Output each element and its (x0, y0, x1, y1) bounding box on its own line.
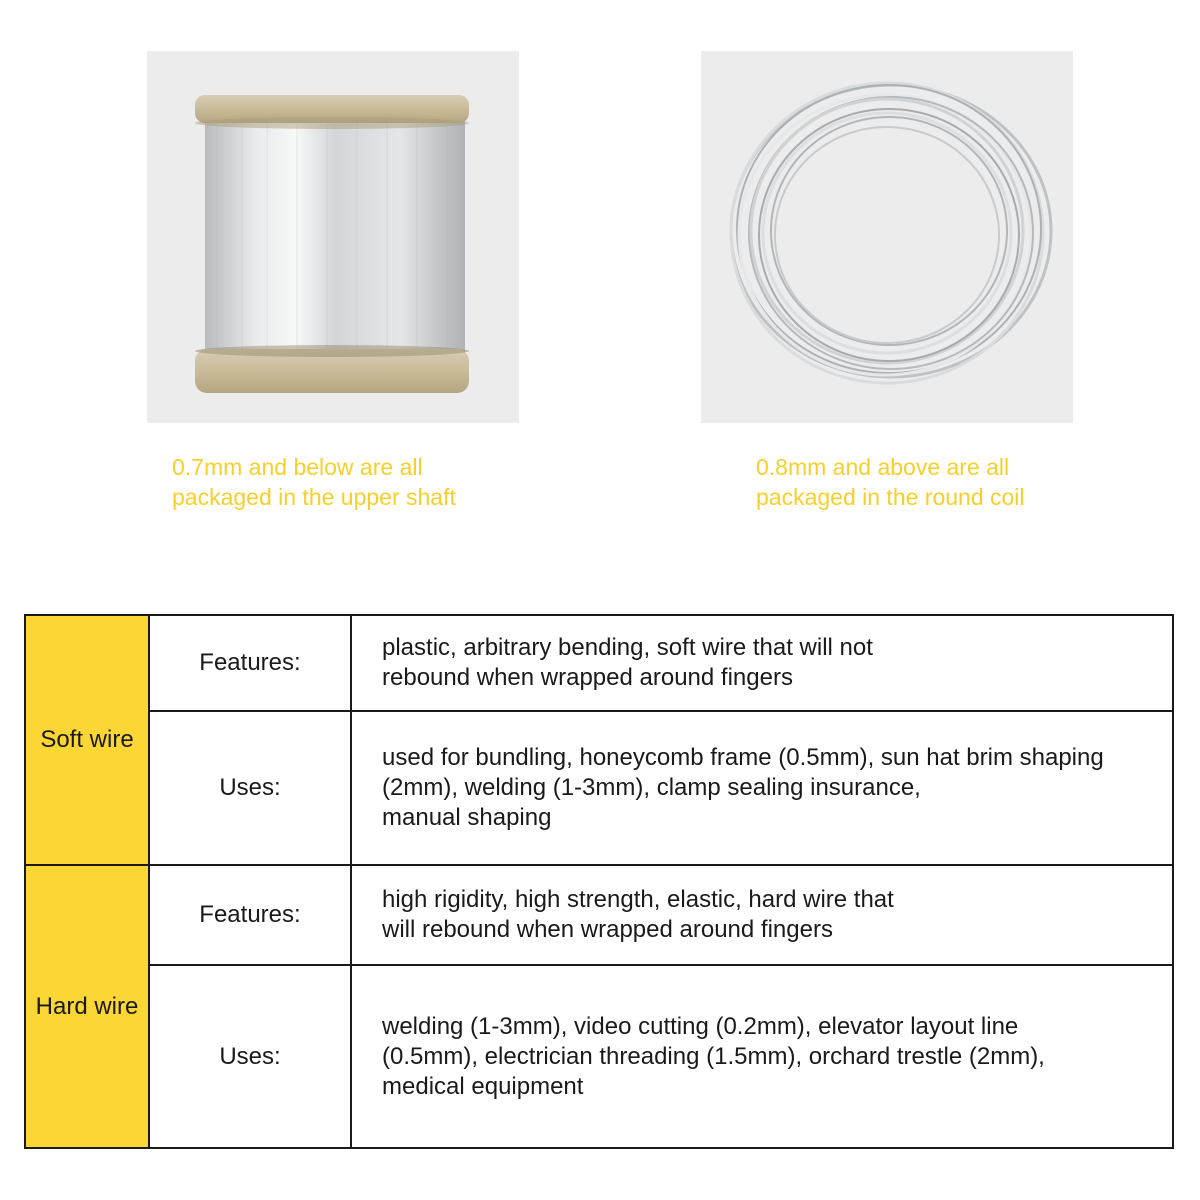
hard-uses-cell (351, 965, 1173, 1148)
wire-coil-illustration (701, 51, 1073, 423)
text-line: plastic, arbitrary bending, soft wire that will not (382, 634, 873, 661)
caption-line: packaged in the upper shaft (172, 484, 456, 510)
hard-features-cell (351, 865, 1173, 965)
caption-line: 0.8mm and above are all (756, 454, 1010, 480)
text-line: (0.5mm), electrician threading (1.5mm), orchard trestle (2mm), (382, 1042, 1045, 1070)
text-line: welding (1-3mm), video cutting (0.2mm), elevator layout line (382, 1012, 1019, 1040)
text-line: (2mm), welding (1-3mm), clamp sealing insurance, (382, 774, 921, 801)
features-label: Features: (149, 615, 351, 711)
caption-line: 0.7mm and below are all (172, 454, 423, 480)
text-line: manual shaping (382, 804, 552, 831)
wire-specs-table (24, 614, 1174, 1149)
category-hard-wire: Hard wire (25, 865, 149, 1148)
text-line: rebound when wrapped around fingers (382, 664, 793, 691)
uses-label: Uses: (149, 965, 351, 1148)
caption-line: packaged in the round coil (756, 484, 1025, 510)
soft-features-cell (351, 615, 1173, 711)
text-line: used for bundling, honeycomb frame (0.5mm), sun hat brim shaping (382, 744, 1104, 771)
uses-label: Uses: (149, 711, 351, 865)
category-soft-wire: Soft wire (25, 615, 149, 865)
text-line: high rigidity, high strength, elastic, hard wire that (382, 886, 894, 913)
wire-spool-image (147, 51, 519, 423)
text-line: medical equipment (382, 1072, 584, 1100)
wire-spool-illustration (147, 51, 519, 423)
caption-round-coil (756, 452, 1176, 512)
table-row (25, 865, 1173, 965)
wire-coil-image (701, 51, 1073, 423)
table-row (25, 615, 1173, 711)
features-label: Features: (149, 865, 351, 965)
table-row (25, 711, 1173, 865)
soft-uses-cell (351, 711, 1173, 865)
text-line: will rebound when wrapped around fingers (382, 916, 833, 943)
table-row (25, 965, 1173, 1148)
caption-upper-shaft (172, 452, 592, 512)
